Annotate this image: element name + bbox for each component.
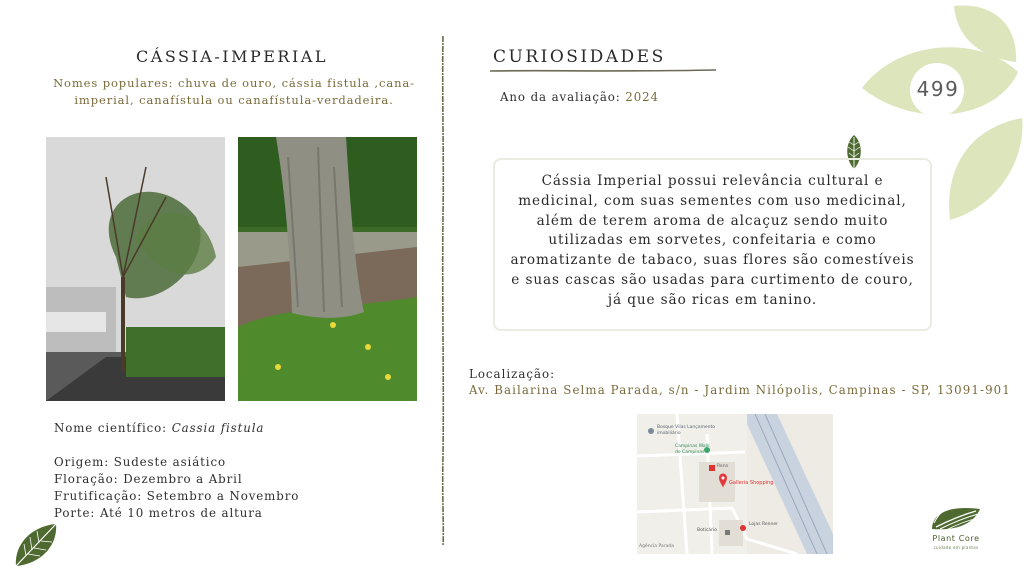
flowering-line: Floração: Dezembro a Abril bbox=[54, 472, 243, 486]
fruiting-line: Frutificação: Setembro a Novembro bbox=[54, 489, 300, 503]
map-label-campinas-walk: Campinas Walk de Campinas bbox=[675, 444, 710, 455]
tree-photo bbox=[46, 137, 225, 401]
evaluation-label: Ano da avaliação: bbox=[500, 90, 621, 104]
evaluation-year: 2024 bbox=[625, 90, 659, 104]
map-label-agencia: Agência Parada bbox=[639, 544, 674, 549]
scientific-name: Cassia fistula bbox=[171, 421, 265, 435]
species-title: CÁSSIA-IMPERIAL bbox=[136, 47, 328, 66]
popular-names: Nomes populares: chuva de ouro, cássia fistula ,cana-imperial, canafístula ou canafístula-verdadeira. bbox=[53, 76, 415, 107]
location-address: Av. Bailarina Selma Parada, s/n - Jardim Nilópolis, Campinas - SP, 13091-901 bbox=[469, 383, 1011, 397]
map-label-galleria: Galleria Shopping bbox=[729, 480, 774, 486]
size-line: Porte: Até 10 metros de altura bbox=[54, 506, 263, 520]
location-label: Localização: bbox=[469, 367, 556, 381]
location-map[interactable] bbox=[637, 414, 833, 554]
map-label-boticario: Boticário bbox=[697, 528, 717, 533]
map-label-renner: Lojas Renner bbox=[749, 522, 778, 527]
origin-line: Origem: Sudeste asiático bbox=[54, 455, 226, 469]
curiosity-text-box: Cássia Imperial possui relevância cultural e medicinal, com suas sementes com uso medicinal, além de terem aroma de alcaçuz sendo muito utilizadas em sorvetes, confeitaria e como aromatizante de tabaco, suas flores são comestíveis e suas cascas são usadas para curtimento de couro, já que são ricas em tanino. bbox=[493, 158, 932, 331]
vertical-divider bbox=[440, 36, 446, 546]
curiosities-title: CURIOSIDADES bbox=[493, 47, 666, 67]
plant-info bbox=[54, 420, 394, 522]
title-underline bbox=[490, 68, 716, 74]
page-number-badge: 499 bbox=[916, 77, 960, 101]
evaluation-year-line bbox=[500, 90, 659, 104]
plant-core-logo-icon bbox=[930, 503, 982, 533]
logo-tagline: cuidado em plantas bbox=[933, 545, 979, 550]
scientific-name-line bbox=[54, 420, 394, 437]
trunk-photo bbox=[238, 137, 417, 401]
map-label-bosque: Bosque Vilas Lançamento imobiliário bbox=[657, 425, 715, 436]
scientific-name-label: Nome científico: bbox=[54, 421, 168, 435]
leaf-icon bbox=[12, 522, 60, 568]
logo-name: Plant Core bbox=[932, 534, 980, 543]
map-label-renn: Renn bbox=[717, 464, 729, 469]
